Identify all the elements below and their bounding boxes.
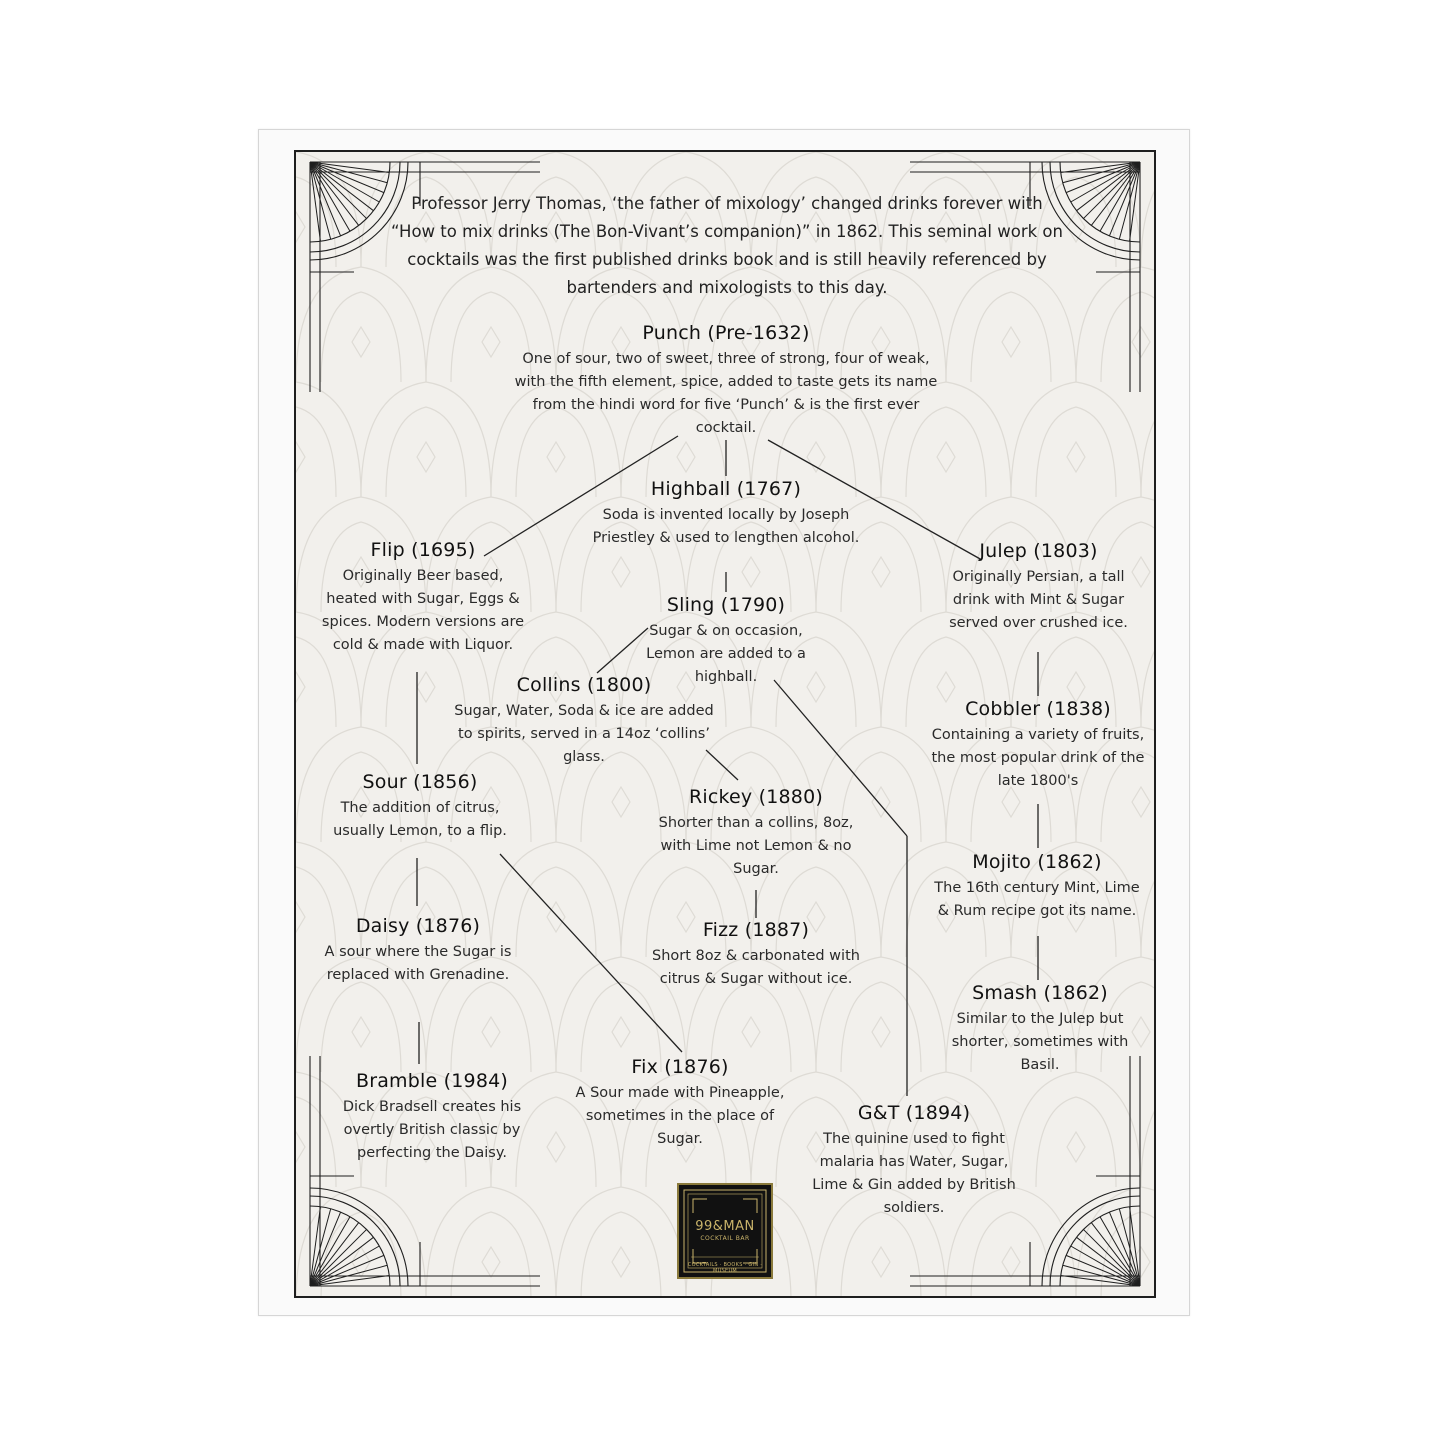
- node-title: Daisy (1876): [355, 915, 481, 937]
- node-description: Sugar & on occasion, Lemon are added to a highball.: [646, 623, 806, 685]
- logo-main-text: 99&MAN: [695, 1219, 755, 1234]
- node-bramble: [336, 1070, 528, 1165]
- node-description: Sugar, Water, Soda & ice are added to spirits, served in a 14oz ‘collins’ glass.: [454, 703, 714, 765]
- node-julep: [936, 540, 1141, 635]
- node-description: Containing a variety of fruits, the most popular drink of the late 1800's: [931, 727, 1145, 789]
- node-description: Originally Beer based, heated with Sugar, Eggs & spices. Modern versions are cold & made with Liquor.: [321, 568, 525, 653]
- node-description: Similar to the Julep but shorter, sometimes with Basil.: [951, 1011, 1129, 1073]
- node-title: Cobbler (1838): [965, 698, 1111, 720]
- node-collins: [454, 674, 714, 769]
- node-description: Originally Persian, a tall drink with Mint & Sugar served over crushed ice.: [949, 569, 1128, 631]
- node-description: The 16th century Mint, Lime & Rum recipe got its name.: [934, 880, 1140, 919]
- node-title: Collins (1800): [516, 674, 652, 696]
- bar-logo: [677, 1183, 773, 1279]
- node-title: Julep (1803): [979, 540, 1098, 562]
- node-title: Punch (Pre-1632): [642, 322, 810, 344]
- node-description: The quinine used to fight malaria has Water, Sugar, Lime & Gin added by British soldiers.: [812, 1131, 1016, 1216]
- node-fix: [566, 1056, 794, 1151]
- node-highball: [591, 478, 861, 550]
- node-title: Sling (1790): [666, 594, 786, 616]
- node-title: Rickey (1880): [688, 786, 823, 808]
- node-description: One of sour, two of sweet, three of strong, four of weak, with the fifth element, spice, added to taste gets its name from the hindi word for five ‘Punch’ & is the first ever cocktail.: [514, 351, 938, 436]
- node-fizz: [641, 919, 871, 991]
- node-title: Fizz (1887): [702, 919, 810, 941]
- node-description: The addition of citrus, usually Lemon, to a flip.: [333, 800, 507, 839]
- node-cobbler: [924, 698, 1152, 793]
- node-title: G&T (1894): [857, 1102, 971, 1124]
- node-description: Shorter than a collins, 8oz, with Lime not Lemon & no Sugar.: [658, 815, 854, 877]
- logo-sub-text: COCKTAIL BAR: [700, 1235, 750, 1242]
- node-punch: [486, 322, 966, 440]
- node-title: Mojito (1862): [972, 851, 1102, 873]
- node-daisy: [318, 915, 518, 987]
- node-description: Dick Bradsell creates his overtly British classic by perfecting the Daisy.: [342, 1099, 522, 1161]
- node-title: Fix (1876): [631, 1056, 729, 1078]
- intro-paragraph: Professor Jerry Thomas, ‘the father of mixology’ changed drinks forever with “How to mix drinks (The Bon-Vivant’s companion)” in 1862. This seminal work on cocktails was the first published drinks book and is still heavily referenced by bartenders and mixologists to this day.: [391, 194, 1063, 297]
- node-title: Smash (1862): [972, 982, 1108, 1004]
- node-smash: [936, 982, 1144, 1077]
- node-description: Soda is invented locally by Joseph Priestley & used to lengthen alcohol.: [592, 507, 860, 546]
- poster-frame: [294, 150, 1156, 1298]
- node-title: Highball (1767): [650, 478, 802, 500]
- poster-sheet: [258, 129, 1190, 1316]
- node-gt: [806, 1102, 1022, 1220]
- node-sour: [324, 771, 516, 843]
- node-flip: [318, 539, 528, 657]
- node-title: Flip (1695): [370, 539, 476, 561]
- node-description: Short 8oz & carbonated with citrus & Sugar without ice.: [652, 948, 860, 987]
- node-mojito: [932, 851, 1142, 923]
- node-title: Sour (1856): [362, 771, 478, 793]
- node-title: Bramble (1984): [355, 1070, 509, 1092]
- node-description: A sour where the Sugar is replaced with Grenadine.: [324, 944, 512, 983]
- logo-foot-text: COCKTAILS · BOOKS · GIN · MUSEUM: [687, 1262, 763, 1274]
- node-rickey: [656, 786, 856, 881]
- node-description: A Sour made with Pineapple, sometimes in the place of Sugar.: [575, 1085, 785, 1147]
